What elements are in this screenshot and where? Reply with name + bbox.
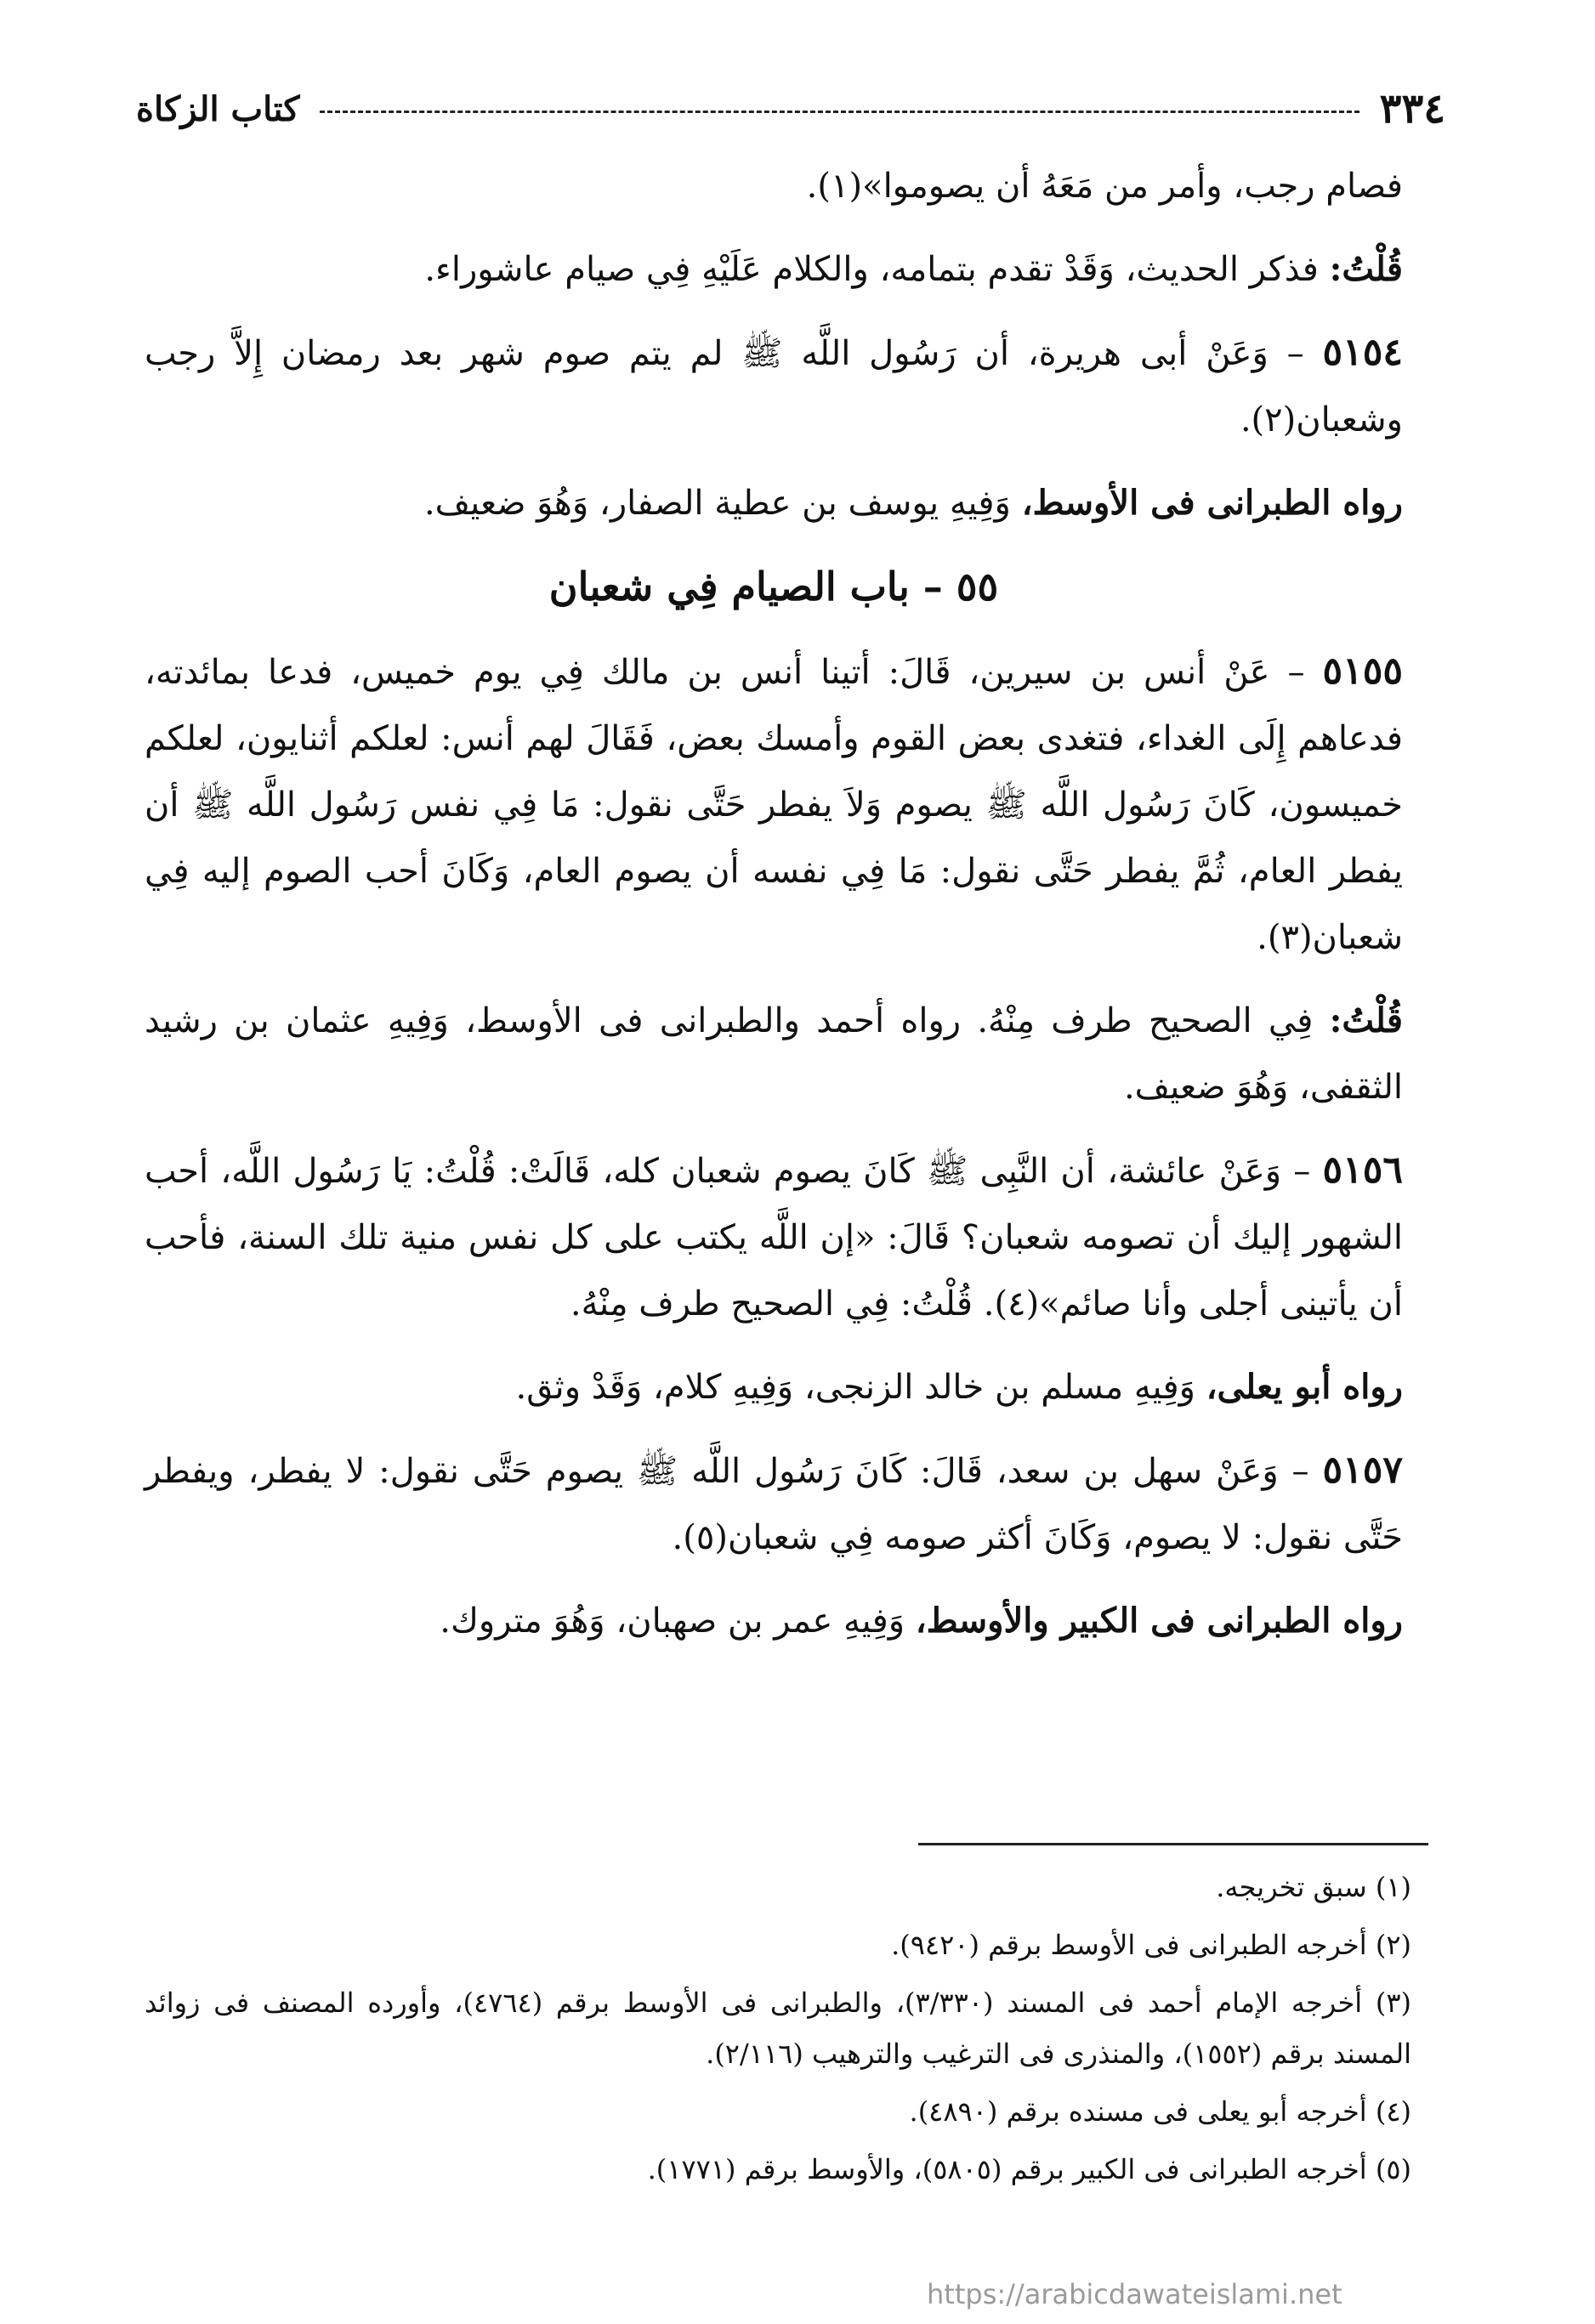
book-title: كتاب الزكاة [136,88,300,129]
hadith-paragraph [145,1137,1403,1337]
page-number: ٣٣٤ [1379,85,1445,133]
header-dashed-rule [320,111,1359,113]
footnote: (١) سبق تخريجه. [1216,1871,1411,1903]
narration-note [145,470,1403,536]
footnote: (٣) أخرجه الإمام أحمد فى المسند (٣/٣٣٠)، والطبرانى فى الأوسط برقم (٤٧٦٤)، وأورده المصنف فى زوائد المسند برقم (١٥٥٢)، والمنذرى فى الترغيب والترهيب (٢/١١٦). [145,1987,1412,2070]
page-header [136,75,1445,143]
hadith-number: ٥١٥٦ [1322,1148,1404,1192]
paragraph-text: فصام رجب، وأمر من مَعَهُ أن يصوموا»(١). [806,167,1403,206]
hadith-number: ٥١٥٤ [1322,331,1403,374]
paragraph-text: فِي الصحيح طرف مِنْهُ. رواه أحمد والطبرانى فى الأوسط، وَفِيهِ عثمان بن رشيد الثقفى، وَهُوَ ضعيف. [145,1001,1403,1107]
main-text [145,153,1403,1671]
paragraph-text: وَفِيهِ عمر بن صهبان، وَهُوَ متروك. [440,1601,905,1641]
paragraph-text: فذكر الحديث، وَقَدْ تقدم بتمامه، والكلام عَلَيْهِ فِي صيام عاشوراء. [424,250,1319,289]
paragraph [145,153,1403,219]
narration-source: رواه الطبرانى فى الأوسط، [1021,483,1403,523]
hadith-paragraph [145,638,1403,971]
paragraph [145,988,1403,1120]
footnote: (٥) أخرجه الطبرانى فى الكبير برقم (٥٨٠٥)، والأوسط برقم (١٧٧١). [647,2153,1411,2185]
hadith-paragraph [145,320,1403,453]
footnotes [145,1862,1411,2202]
narration-source: رواه أبو يعلى، [1206,1367,1403,1407]
paragraph-text: – وَعَنْ عائشة، أن النَّبِى ﷺ كَانَ يصوم شعبان كله، قَالَتْ: قُلْتُ: يَا رَسُول اللَّه، أحب الشهور إليك أن تصومه شعبان؟ قَالَ: «إن اللَّه يكتب على كل نفس منية تلك السنة، فأحب أن يأتينى أجلى وأنا صائم»(٤). قُلْتُ: فِي الصحيح طرف مِنْهُ. [145,1152,1403,1324]
paragraph-text: – عَنْ أنس بن سيرين، قَالَ: أتينا أنس بن مالك فِي يوم خميس، فدعا بمائدته، فدعاهم إِلَى الغداء، فتغدى بعض القوم وأمسك بعض، فَقَالَ لهم أنس: لعلكم أثنايون، لعلكم خميسون، كَانَ رَسُول اللَّه ﷺ يصوم وَلاَ يفطر حَتَّى نقول: مَا فِي نفس رَسُول اللَّه ﷺ أن يفطر العام، ثُمَّ يفطر حَتَّى نقول: مَا فِي نفسه أن يصوم العام، وَكَانَ أحب الصوم إليه فِي شعبان(٣). [145,653,1403,957]
qult-label: قُلْتُ: [1329,249,1403,289]
footnote: (٤) أخرجه أبو يعلى فى مسنده برقم (٤٨٩٠). [909,2095,1411,2128]
narration-source: رواه الطبرانى فى الكبير والأوسط، [915,1601,1403,1641]
narration-note [145,1354,1403,1420]
footnote: (٢) أخرجه الطبرانى فى الأوسط برقم (٩٤٢٠). [891,1929,1411,1961]
chapter-title: ٥٥ – باب الصيام فِي شعبان [548,564,999,609]
footnote-separator [918,1843,1428,1845]
hadith-number: ٥١٥٧ [1322,1448,1403,1492]
watermark-url: https://arabicdawateislami.net [927,2278,1342,2310]
narration-note [145,1588,1403,1654]
qult-label: قُلْتُ: [1329,1000,1403,1040]
paragraph-text: – وَعَنْ أبى هريرة، أن رَسُول اللَّه ﷺ لم يتم صوم شهر بعد رمضان إِلاَّ رجب وشعبان(٢). [145,334,1403,439]
hadith-number: ٥١٥٥ [1322,649,1404,693]
hadith-paragraph [145,1437,1403,1571]
paragraph-text: – وَعَنْ سهل بن سعد، قَالَ: كَانَ رَسُول اللَّه ﷺ يصوم حَتَّى نقول: لا يفطر، ويفطر حَتَّى نقول: لا يصوم، وَكَانَ أكثر صومه فِي شعبان(٥). [145,1452,1403,1557]
paragraph-text: وَفِيهِ مسلم بن خالد الزنجى، وَفِيهِ كلام، وَقَدْ وثق. [515,1368,1195,1407]
paragraph-text: وَفِيهِ يوسف بن عطية الصفار، وَهُوَ ضعيف. [423,484,1011,523]
paragraph [145,236,1403,303]
